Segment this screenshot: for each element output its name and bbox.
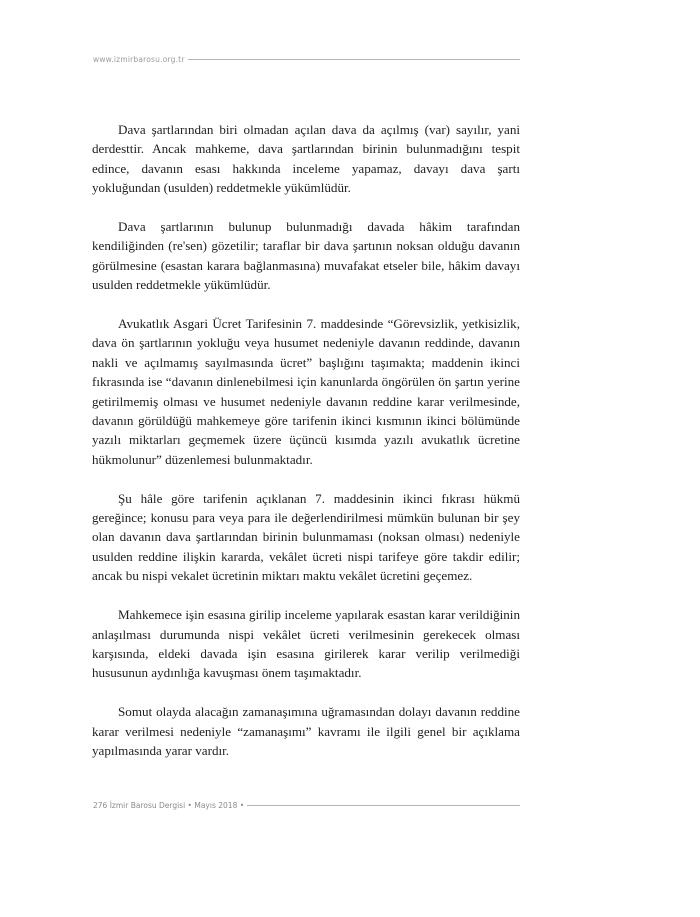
paragraph-3: Avukatlık Asgari Ücret Tarifesinin 7. maddesinde “Görevsizlik, yetkisizlik, dava ön şartlarının yokluğu veya husumet nedeniyle davanın reddinde, davanın nakli ve açılmamış sayılmasında ücret” başlığını taşımakta; maddenin ikinci fıkrasında ise “davanın dinlenebilmesi için kanunlarda öngörülen ön şartın yerine getirilmemiş olması ve husumet nedeniyle davanın reddine karar verilmesinde, davanın görüldüğü mahkemeye göre tarifenin ikinci kısmının ikinci bölümünde yazılı miktarları geçmemek üzere üçüncü kısımda yazılı avukatlık ücretine hükmolunur” düzenlemesi bulunmaktadır.	[92, 316, 520, 467]
paragraph-4: Şu hâle göre tarifenin açıklanan 7. maddesinin ikinci fıkrası hükmü gereğince; konusu para veya para ile değerlendirilmesi mümkün bulunan bir şey olan davanın dava şartlarından birinin bulunmaması (noksan olması) nedeniyle usulden reddine ilişkin kararda, vekâlet ücreti nispi tarifeye göre takdir edilir; ancak bu nispi vekalet ücretinin miktarı maktu vekâlet ücretini geçemez.	[92, 490, 520, 584]
body-text	[92, 120, 520, 780]
header-rule	[188, 59, 520, 60]
paragraph-2: Dava şartlarının bulunup bulunmadığı davada hâkim tarafından kendiliğinden (re'sen) gözetilir; taraflar bir dava şartının noksan olduğu davanın görülmesine (esastan karara bağlanmasına) muvafakat etseler bile, hâkim davayı usulden reddetmekle yükümlüdür.	[92, 219, 520, 293]
paragraph-6: Somut olayda alacağın zamanaşımına uğramasından dolayı davanın reddine karar verilmesi nedeniyle “zamanaşımı” kavramı ile ilgili genel bir açıklama yapılmasında yarar vardır.	[92, 704, 520, 758]
paragraph-1: Dava şartlarından biri olmadan açılan dava da açılmış (var) sayılır, yani derdesttir. Ancak mahkeme, dava şartlarından birinin bulunmadığını tespit edince, davanın esası hakkında inceleme yapamaz, davayı dava şartı yokluğundan (usulden) reddetmekle yükümlüdür.	[92, 122, 520, 196]
paragraph-5: Mahkemece işin esasına girilip inceleme yapılarak esastan karar verildiğinin anlaşılması durumunda nispi vekâlet ücreti verilmesinin gerekecek olması karşısında, eldeki davada işin esasına girilerek karar verilip verilmediği hususunun aydınlığa kavuşması önem taşımaktadır.	[92, 607, 520, 681]
footer-text: 276 İzmir Barosu Dergisi • Mayıs 2018 •	[93, 801, 245, 810]
page-header	[93, 55, 520, 64]
header-url: www.izmirbarosu.org.tr	[93, 55, 185, 64]
page-footer	[93, 801, 520, 810]
footer-rule	[247, 805, 520, 806]
